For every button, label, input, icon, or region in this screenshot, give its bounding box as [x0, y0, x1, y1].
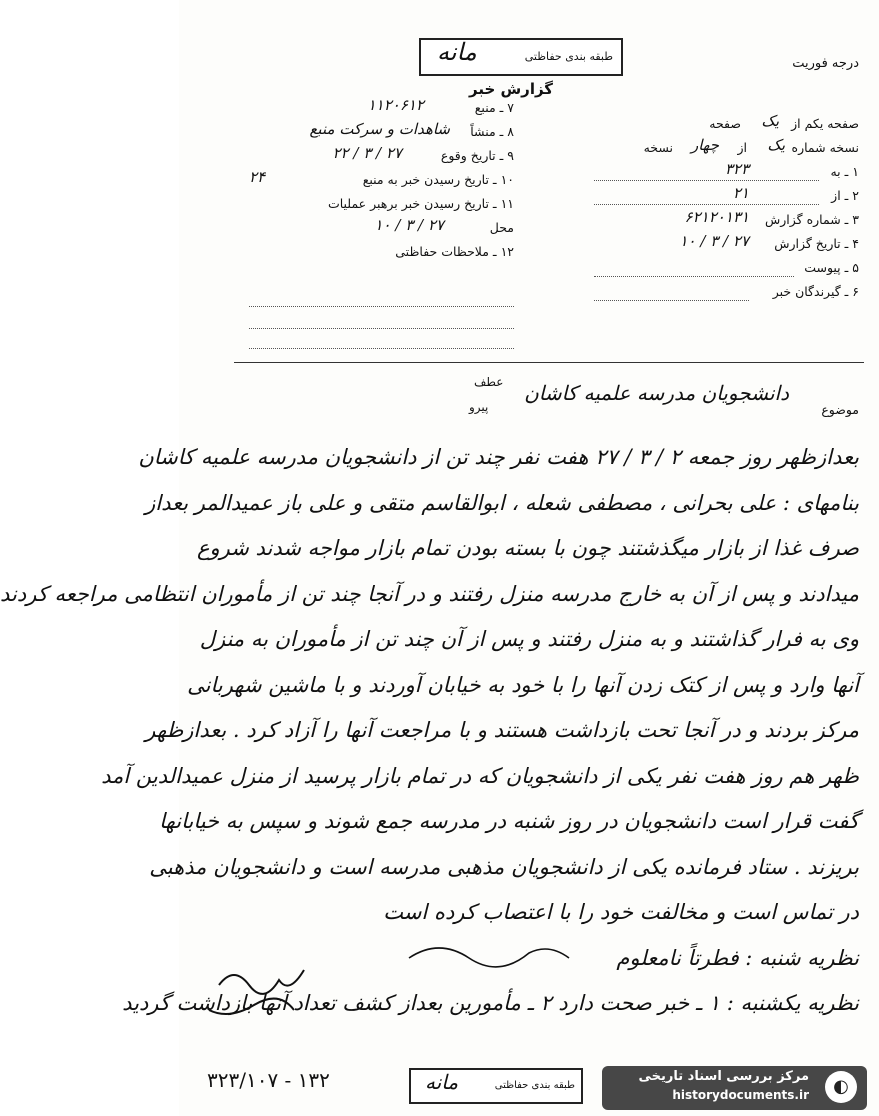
urgency-label: درجه فوریت	[792, 56, 859, 71]
copy-number-of: از	[737, 140, 747, 155]
subject-label: موضوع	[821, 402, 859, 417]
body-line: وی به فرار گذاشتند و به منزل رفتند و پس از آن چند تن از مأموران به منزل	[199, 627, 859, 651]
stamp-classification-label: طبقه بندی حفاظتی	[524, 50, 613, 63]
body-line: میدادند و پس از آن به خارج مدرسه منزل رفتند و در آنجا چند تن از مأموران انتظامی مراجعه کردند	[0, 581, 859, 606]
body-line: در تماس است و مخالفت خود را با اعتصاب کرده است	[383, 900, 859, 924]
to-label: ۱ ـ به	[830, 164, 859, 179]
copy-number-value: یک	[767, 136, 785, 154]
stamp-classification-value: مانه	[437, 38, 477, 66]
attachment-label: ۵ ـ پیوست	[804, 260, 859, 275]
received-date-label: ۱۰ ـ تاریخ رسیدن خبر به منبع	[362, 172, 514, 187]
ops-date-label: ۱۱ ـ تاریخ رسیدن خبر برهبر عملیات	[327, 196, 514, 211]
body-line: آنها وارد و پس از کتک زدن آنها را با خود به خیابان آوردند و با ماشین شهربانی	[187, 672, 859, 697]
copy-number-label: نسخه شماره	[791, 140, 859, 155]
subject-value: دانشجویان مدرسه علمیه کاشان	[524, 381, 789, 405]
copy-total-value: چهار	[690, 136, 719, 154]
source-value: ۱۱۲۰۶۱۲	[367, 96, 424, 114]
to-value: ۳۲۳	[724, 160, 749, 178]
origin-value: شاهدات و سرکت منبع	[309, 120, 450, 138]
event-date-value: ۲۷ / ۳ / ۲۲	[332, 144, 402, 162]
received-date-value: ۲۴	[249, 168, 266, 186]
body-line: بریزند . ستاد فرمانده یکی از دانشجویان مذهبی مدرسه است و دانشجویان مذهبی	[149, 854, 859, 879]
page-number-value: یک	[761, 112, 779, 130]
recipients-label: ۶ ـ گیرندگان خبر	[772, 284, 859, 299]
report-date-label: ۴ ـ تاریخ گزارش	[774, 236, 859, 251]
watermark-title: مرکز بررسی اسناد تاریخی	[638, 1069, 809, 1084]
location-label: محل	[489, 220, 514, 235]
stamp-classification-label: طبقه بندی حفاظتی	[494, 1080, 575, 1091]
report-title: گزارش خبر	[469, 80, 554, 98]
archive-logo-icon: ◐	[825, 1071, 857, 1103]
watermark-url: historydocuments.ir	[672, 1088, 809, 1102]
copy-number-suffix: نسخه	[643, 140, 673, 155]
body-line: صرف غذا از بازار میگذشتند چون با بسته بودن تمام بازار مواجه شدند شروع	[196, 536, 859, 560]
remarks-label: ۱۲ ـ ملاحظات حفاظتی	[395, 244, 514, 259]
from-label: ۲ ـ از	[831, 188, 859, 203]
document-number: ۳۲۳/۱۰۷ - ۱۳۲	[207, 1068, 330, 1092]
report-date-value: ۲۷ / ۳ / ۱۰	[679, 232, 749, 250]
source-label: ۷ ـ منبع	[474, 100, 514, 115]
reference-peyro-label: پیرو	[469, 400, 489, 414]
report-number-label: ۳ ـ شماره گزارش	[764, 212, 859, 227]
body-line: نظریه یکشنبه : ۱ ـ خبر صحت دارد ۲ ـ مأمورین بعداز کشف تعداد آنها بازداشت گردید	[122, 991, 859, 1015]
from-value: ۲۱	[732, 184, 749, 202]
body-line: گفت قرار است دانشجویان در روز شنبه در مدرسه جمع شوند و سپس به خیابانها	[159, 809, 859, 833]
page-number-suffix: صفحه	[709, 116, 741, 131]
ops-date-value: ۲۷ / ۳ / ۱۰	[374, 216, 444, 234]
report-number-value: ۶۲۱۲۰۱۳۱	[684, 208, 749, 226]
body-line: نظریه شنبه : فطرتاً نامعلوم	[616, 945, 859, 970]
reference-atf-label: عطف	[474, 375, 504, 389]
page-number-label: صفحه یکم از	[791, 116, 859, 131]
classification-stamp-bottom	[409, 1068, 583, 1104]
event-date-label: ۹ ـ تاریخ وقوع	[440, 148, 514, 163]
body-line: بعدازظهر روز جمعه ۲ / ۳ / ۲۷ هفت نفر چند تن از دانشجویان مدرسه علمیه کاشان	[138, 445, 859, 469]
body-line: ظهر هم روز هفت نفر یکی از دانشجویان که در تمام بازار پرسید از منزل عمیدالدین آمد	[101, 763, 859, 788]
body-line: مرکز بردند و در آنجا تحت بازداشت هستند و با مراجعت آنها را آزاد کرد . بعدازظهر	[145, 718, 859, 742]
body-line: بنامهای : علی بحرانی ، مصطفی شعله ، ابوالقاسم متقی و علی باز عمیدالمر بعداز	[145, 490, 859, 515]
origin-label: ۸ ـ منشاً	[470, 124, 514, 139]
stamp-classification-value: مانه	[425, 1070, 459, 1094]
archive-watermark	[602, 1066, 867, 1110]
